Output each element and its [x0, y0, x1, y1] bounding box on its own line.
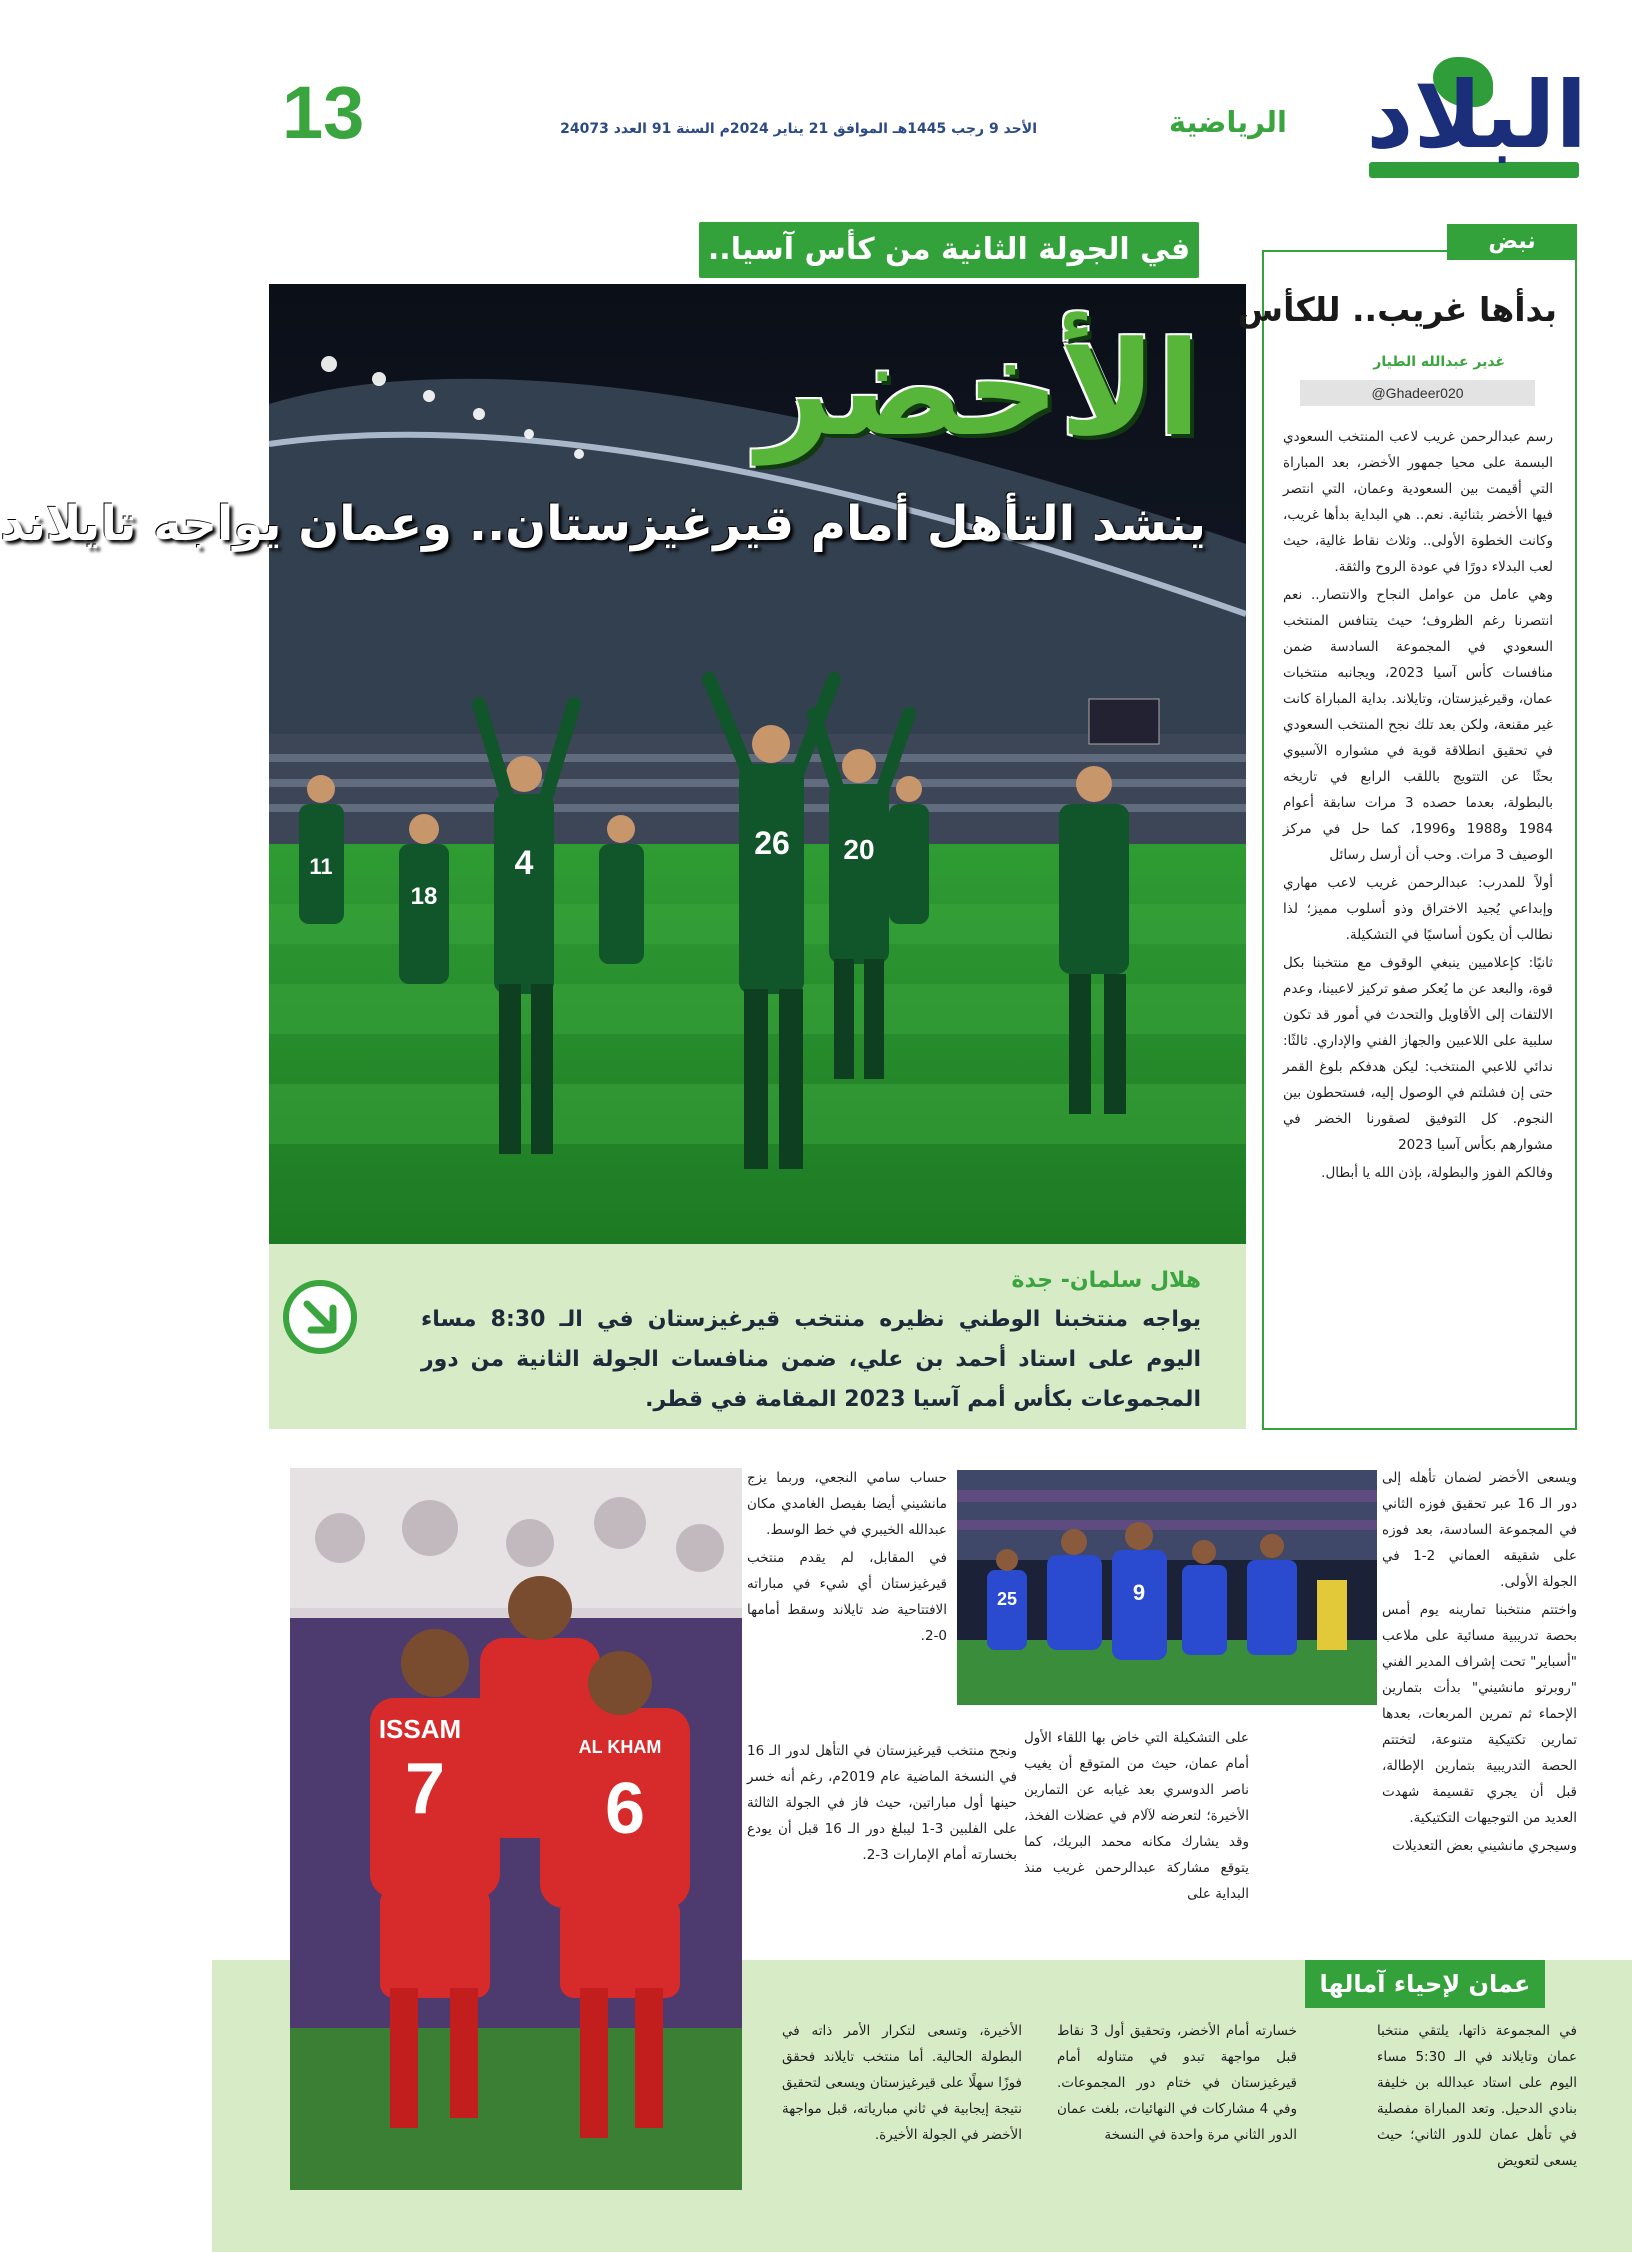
- lead-text: يواجه منتخبنا الوطني نظيره منتخب قيرغيزستان في الـ 8:30 مساء اليوم على استاد أحمد بن علي، ضمن منافسات الجولة الثانية من دور المجموعات بكأس أمم آسيا 2023 المقامة في قطر.: [421, 1307, 1201, 1412]
- article-paragraph: في المقابل، لم يقدم منتخب قيرغيزستان أي شيء في مباراته الافتتاحية ضد تايلاند وسقط أمامها 0-2.: [747, 1550, 947, 1644]
- article-column-middle: [1024, 1725, 1249, 1909]
- jersey-name: ISSAM: [378, 1714, 462, 1744]
- article-column-left-bottom: [747, 1738, 1017, 1870]
- jersey-number: 25: [996, 1589, 1018, 1609]
- article-paragraph: وسيجري مانشيني بعض التعديلات: [1392, 1838, 1577, 1854]
- column-paragraph: ثانيًا: كإعلاميين ينبغي الوقوف مع منتخبنا بكل قوة، والبعد عن ما يُعكر صفو تركيز لاعبينا، وعدم الالتفات إلى الأقاويل والتحدث في أمور قد تكون سلبية على اللاعبين والجهاز الفني والإداري. ثالثًا: ندائي للاعبي المنتخب: ليكن هدفكم بلوغ القمر حتى إن فشلتم في الوصول إليه، فستحطون بين النجوم. كل التوفيق لصقورنا الخضر في مشوارهم بكأس آسيا 2023: [1283, 955, 1553, 1153]
- column-title: بدأها غريب.. للكأس: [1237, 290, 1557, 329]
- headline-main: الأخضر: [756, 313, 1201, 465]
- headline-sub: ينشد التأهل أمام قيرغيزستان.. وعمان يواجه تايلاند: [0, 496, 1206, 552]
- byline: هلال سلمان- جدة: [1011, 1268, 1201, 1293]
- article-paragraph: الأخيرة، وتسعى لتكرار الأمر ذاته في البطولة الحالية. أما منتخب تايلاند فحقق فوزًا سهلًا على قيرغيزستان ويسعى لتحقيق نتيجة إيجابية في ثاني مبارياته، قبل مواجهة الأخضر في الجولة الأخيرة.: [782, 2023, 1022, 2143]
- article-paragraph: في المجموعة ذاتها، يلتقي منتخبا عمان وتايلاند في الـ 5:30 مساء اليوم على استاد عبدالله بن خليفة بنادي الدحيل. وتعد المباراة مفصلية في تأهل عمان للدور الثاني؛ حيث يسعى لتعويض: [1377, 2023, 1578, 2169]
- oman-section-title: عمان لإحياء آمالها: [1305, 1960, 1545, 2008]
- headline-kicker: في الجولة الثانية من كأس آسيا..: [699, 222, 1199, 278]
- column-paragraph: رسم عبدالرحمن غريب لاعب المنتخب السعودي البسمة على محيا جمهور الأخضر، بعد المباراة التي أقيمت بين السعودية وعمان، التي انتصر فيها الأخضر بثنائية. نعم.. هي البداية بدأها غريب، وكانت الخطوة الأولى.. وثلاث نقاط غالية، حيث لعب البدلاء دورًا في عودة الروح والثقة.: [1283, 429, 1553, 575]
- column-tag: نبض: [1447, 224, 1577, 260]
- opinion-column: [1237, 250, 1577, 1430]
- column-paragraph: وفالكم الفوز والبطولة، بإذن الله يا أبطال.: [1321, 1165, 1553, 1181]
- jersey-number: 6: [604, 1769, 646, 1849]
- article-paragraph: ويسعى الأخضر لضمان تأهله إلى دور الـ 16 عبر تحقيق فوزه الثاني في المجموعة السادسة، بعد فوزه على شقيقه العماني 2-1 في الجولة الأولى.: [1382, 1470, 1577, 1590]
- section-title: الرياضية: [1168, 105, 1287, 139]
- newspaper-logo: [1337, 55, 1587, 180]
- jersey-number: 18: [410, 883, 438, 910]
- page-number: 13: [282, 71, 365, 154]
- hero-photo: [0, 284, 1246, 1244]
- lead-box: [269, 1244, 1246, 1429]
- jersey-number: 7: [404, 1749, 446, 1829]
- oman-column-1: [1377, 2018, 1577, 2176]
- oman-column-3: [782, 2018, 1022, 2150]
- jersey-number: 20: [843, 834, 875, 865]
- article-column-left-top: [747, 1465, 947, 1651]
- column-body: [1283, 424, 1553, 1188]
- jersey-number: 9: [1132, 1580, 1146, 1605]
- oman-photo: [290, 1468, 742, 2190]
- column-author: غدير عبدالله الطيار: [1373, 354, 1505, 370]
- article-paragraph: ونجح منتخب قيرغيزستان في التأهل لدور الـ 16 في النسخة الماضية عام 2019م، رغم أنه خسر حينها أول مباراتين، حيث فاز في الجولة الثالثة على الفلبين 3-1 ليبلغ دور الـ 16 قبل أن يودع بخسارته أمام الإمارات 3-2.: [747, 1743, 1017, 1863]
- article-paragraph: على التشكيلة التي خاض بها اللقاء الأول أمام عمان، حيث من المتوقع أن يغيب ناصر الدوسري بعد غيابه عن التمارين الأخيرة؛ لتعرضه لآلام في عضلات الفخذ، وقد يشارك مكانه محمد البريك، كما يتوقع مشاركة عبدالرحمن غريب منذ البداية على: [1024, 1730, 1249, 1902]
- article-paragraph: خسارته أمام الأخضر، وتحقيق أول 3 نقاط قبل مواجهة تبدو في متناوله أمام قيرغيزستان في ختام دور المجموعات. وفي 4 مشاركات في النهائيات، بلغت عمان الدور الثاني مرة واحدة في النسخة: [1057, 2023, 1297, 2143]
- column-paragraph: وهي عامل من عوامل النجاح والانتصار.. نعم انتصرنا رغم الظروف؛ حيث يتنافس المنتخب السعودي في المجموعة السادسة ضمن منافسات كأس آسيا 2023، ويجانبه منتخبات عمان، وقيرغيزستان، وتايلاند. بداية المباراة كانت غير مقنعة، ولكن بعد تلك نجح المنتخب السعودي في تحقيق انطلاقة قوية في مشواره الآسيوي بحثًا عن التتويج باللقب الرابع في تاريخه بالبطولة، بعدما حصده 3 مرات سابقة أعوام 1984 و1988 و1996، كما حل في مركز الوصيف 3 مرات. وحب أن أرسل رسائل: [1283, 587, 1553, 863]
- logo-text: البلاد: [1366, 62, 1587, 169]
- article-paragraph: حساب سامي النجعي، وربما يزج مانشيني أيضا بفيصل الغامدي مكان عبدالله الخيبري في خط الوسط.: [747, 1470, 947, 1538]
- oman-column-2: [1057, 2018, 1297, 2150]
- column-paragraph: أولاً للمدرب: عبدالرحمن غريب لاعب مهاري وإبداعي يُجيد الاختراق وذو أسلوب مميز؛ لذا نطالب أن يكون أساسيًا في التشكيلة.: [1283, 875, 1553, 943]
- thailand-photo: [957, 1470, 1377, 1705]
- dateline: الأحد 9 رجب 1445هـ الموافق 21 يناير 2024م السنة 91 العدد 24073: [560, 121, 1037, 137]
- article-column-right: [1382, 1465, 1577, 1861]
- jersey-number: 26: [754, 825, 790, 861]
- jersey-number: 4: [514, 844, 534, 882]
- jersey-name: AL KHAM: [578, 1737, 662, 1757]
- column-handle: @Ghadeer020: [1300, 380, 1535, 406]
- arrow-down-right-icon: [283, 1280, 357, 1354]
- jersey-number: 11: [309, 854, 333, 879]
- article-paragraph: واختتم منتخبنا تمارينه يوم أمس بحصة تدريبية مسائية على ملاعب "أسباير" تحت إشراف المدير الفني "روبرتو مانشيني" بدأت بتمارين الإحماء ثم تمرين المربعات، بعدها تمارين تكتيكية متنوعة، لتختتم الحصة التدريبية بتمارين الإطالة، قبل أن يجري تقسيمة شهدت العديد من التوجيهات التكتيكية.: [1382, 1602, 1577, 1826]
